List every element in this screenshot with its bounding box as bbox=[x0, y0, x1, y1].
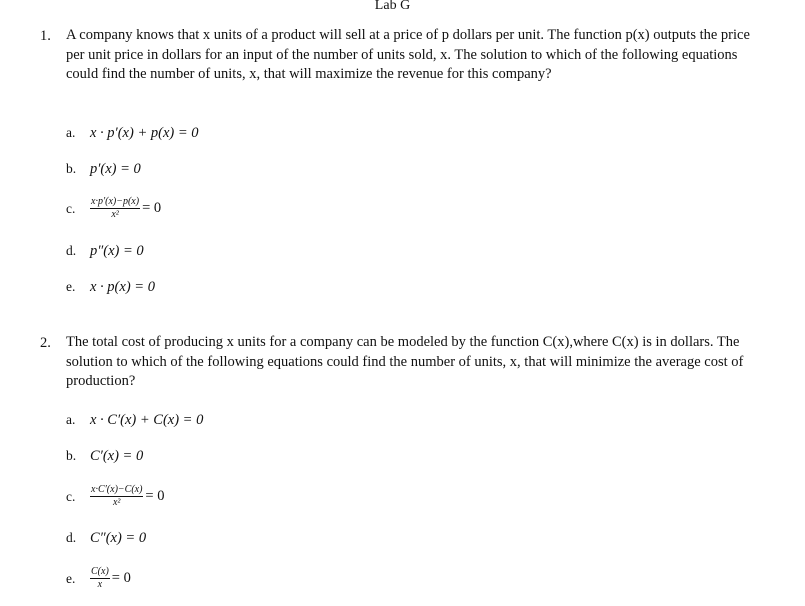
question-1-number: 1. bbox=[40, 28, 51, 44]
question-1-text: A company knows that x units of a product will sell at a price of p dollars per unit. The function p(x) outputs the price per unit price in dollars for an input of the number of units sold, x. The solution to which of the following equations could find the number of units, x, that will maximize the revenue for this company? bbox=[66, 27, 750, 83]
option-expression: x · C′(x) + C(x) = 0 bbox=[90, 412, 204, 428]
q1-option-a bbox=[66, 125, 199, 142]
option-rhs: = 0 bbox=[111, 570, 131, 586]
option-label: d. bbox=[66, 530, 77, 545]
option-label: a. bbox=[66, 412, 76, 427]
option-label: e. bbox=[66, 570, 76, 586]
question-2-text: The total cost of producing x units for a company can be modeled by the function C(x),where C(x) is in dollars. The solution to which of the following equations could find the number of units, x, that will minimize the average cost of production? bbox=[66, 334, 744, 390]
option-expression: p″(x) = 0 bbox=[90, 243, 144, 259]
fraction-denominator: x bbox=[97, 579, 103, 590]
option-expression: x · p′(x) + p(x) = 0 bbox=[90, 125, 199, 141]
fraction-denominator: x² bbox=[111, 209, 119, 220]
q1-option-b bbox=[66, 161, 141, 178]
option-expression: p′(x) = 0 bbox=[90, 161, 141, 177]
option-label: d. bbox=[66, 243, 77, 258]
option-label: e. bbox=[66, 279, 76, 294]
fraction-numerator: C(x) bbox=[91, 566, 109, 577]
option-expression: x · p(x) = 0 bbox=[90, 279, 155, 295]
q2-option-e bbox=[66, 566, 131, 591]
fraction bbox=[90, 484, 143, 509]
option-rhs: = 0 bbox=[145, 488, 165, 504]
option-label: a. bbox=[66, 125, 76, 140]
option-label: b. bbox=[66, 161, 77, 176]
q1-option-c bbox=[66, 196, 161, 221]
q2-option-c bbox=[66, 484, 164, 509]
q2-option-d bbox=[66, 530, 146, 547]
page-title: Lab G bbox=[374, 0, 411, 13]
q1-option-e bbox=[66, 279, 155, 296]
q2-option-a bbox=[66, 412, 203, 429]
fraction-numerator: x·p′(x)−p(x) bbox=[91, 196, 140, 207]
fraction-numerator: x·C′(x)−C(x) bbox=[91, 484, 143, 495]
q2-option-b bbox=[66, 448, 143, 465]
question-2-number: 2. bbox=[40, 335, 51, 351]
option-label: c. bbox=[66, 488, 76, 504]
option-label: c. bbox=[66, 200, 76, 216]
fraction bbox=[90, 196, 140, 221]
option-rhs: = 0 bbox=[142, 200, 162, 216]
option-expression: C′(x) = 0 bbox=[90, 448, 144, 464]
fraction bbox=[90, 566, 110, 591]
option-expression: C″(x) = 0 bbox=[90, 530, 147, 546]
option-label: b. bbox=[66, 448, 77, 463]
q1-option-d bbox=[66, 243, 144, 260]
fraction-denominator: x² bbox=[112, 497, 121, 508]
